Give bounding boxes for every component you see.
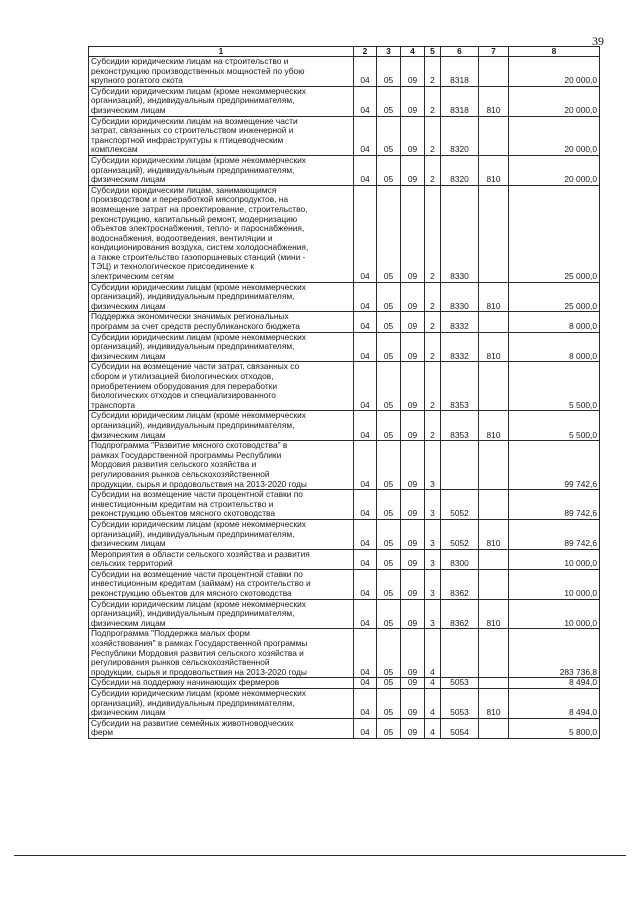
table-row	[89, 116, 600, 155]
code-cell: 2	[425, 116, 441, 155]
code-cell: 05	[377, 718, 401, 738]
code-cell: 8318	[441, 57, 479, 87]
code-cell: 04	[354, 362, 377, 411]
code-cell: 4	[425, 689, 441, 719]
code-cell	[479, 312, 509, 332]
code-cell: 810	[479, 599, 509, 629]
code-cell: 04	[354, 332, 377, 362]
code-cell: 05	[377, 116, 401, 155]
row-name-cell: Субсидии юридическим лицам (кроме некоммерческих организаций), индивидуальным предпринимателям, физическим лицам	[89, 519, 354, 549]
amount-cell: 20 000,0	[509, 57, 600, 87]
amount-cell: 8 494,0	[509, 689, 600, 719]
amount-cell: 283 736,8	[509, 629, 600, 678]
code-cell: 8318	[441, 86, 479, 116]
row-name-cell: Субсидии юридическим лицам на возмещение части затрат, связанных со строительством инженерной и транспортной инфраструктуры к птицеводческим комплексам	[89, 116, 354, 155]
code-cell: 04	[354, 678, 377, 689]
table-row	[89, 569, 600, 599]
table-row	[89, 332, 600, 362]
column-header: 2	[354, 47, 377, 57]
code-cell: 09	[401, 116, 425, 155]
table-row	[89, 57, 600, 87]
code-cell: 810	[479, 411, 509, 441]
code-cell: 4	[425, 678, 441, 689]
code-cell: 4	[425, 629, 441, 678]
code-cell: 810	[479, 282, 509, 312]
code-cell: 05	[377, 362, 401, 411]
row-name-cell: Субсидии юридическим лицам (кроме некоммерческих организаций), индивидуальным предпринимателям, физическим лицам	[89, 689, 354, 719]
code-cell: 2	[425, 411, 441, 441]
table-row	[89, 441, 600, 490]
code-cell: 04	[354, 519, 377, 549]
table-row	[89, 362, 600, 411]
code-cell: 09	[401, 155, 425, 185]
code-cell: 2	[425, 86, 441, 116]
column-header: 5	[425, 47, 441, 57]
code-cell: 5054	[441, 718, 479, 738]
code-cell: 05	[377, 629, 401, 678]
code-cell: 09	[401, 718, 425, 738]
code-cell	[479, 362, 509, 411]
code-cell: 05	[377, 312, 401, 332]
code-cell: 09	[401, 549, 425, 569]
code-cell: 8330	[441, 185, 479, 282]
code-cell: 09	[401, 282, 425, 312]
column-header: 6	[441, 47, 479, 57]
amount-cell: 8 494,0	[509, 678, 600, 689]
code-cell: 05	[377, 411, 401, 441]
row-name-cell: Субсидии юридическим лицам (кроме некоммерческих организаций), индивидуальным предпринимателям, физическим лицам	[89, 332, 354, 362]
table-row	[89, 411, 600, 441]
code-cell: 09	[401, 599, 425, 629]
code-cell	[479, 57, 509, 87]
code-cell	[479, 549, 509, 569]
code-cell: 04	[354, 718, 377, 738]
code-cell: 04	[354, 116, 377, 155]
amount-cell: 5 500,0	[509, 411, 600, 441]
code-cell: 05	[377, 689, 401, 719]
row-name-cell: Субсидии юридическим лицам на строительство и реконструкцию производственных мощностей по убою крупного рогатого скота	[89, 57, 354, 87]
code-cell	[441, 441, 479, 490]
row-name-cell: Субсидии на развитие семейных животноводческих ферм	[89, 718, 354, 738]
code-cell: 09	[401, 57, 425, 87]
row-name-cell: Субсидии юридическим лицам (кроме некоммерческих организаций), индивидуальным предпринимателям, физическим лицам	[89, 86, 354, 116]
amount-cell: 25 000,0	[509, 185, 600, 282]
amount-cell: 20 000,0	[509, 116, 600, 155]
table-row	[89, 678, 600, 689]
column-header: 1	[89, 47, 354, 57]
column-header: 3	[377, 47, 401, 57]
code-cell: 2	[425, 57, 441, 87]
code-cell: 04	[354, 411, 377, 441]
amount-cell: 10 000,0	[509, 569, 600, 599]
code-cell: 05	[377, 282, 401, 312]
table-row	[89, 549, 600, 569]
code-cell: 09	[401, 519, 425, 549]
row-name-cell: Субсидии на возмещение части процентной ставки по инвестиционным кредитам (займам) на строительство и реконструкцию объектов для мясного скотоводства	[89, 569, 354, 599]
code-cell	[479, 490, 509, 520]
table-row	[89, 490, 600, 520]
code-cell: 8320	[441, 116, 479, 155]
code-cell: 4	[425, 718, 441, 738]
table-row	[89, 519, 600, 549]
row-name-cell: Субсидии на возмещение части затрат, связанных со сбором и утилизацией биологических отходов, приобретением оборудования для переработки биологических отходов и специализированного транспорта	[89, 362, 354, 411]
amount-cell: 10 000,0	[509, 549, 600, 569]
row-name-cell: Подпрограмма "Поддержка малых форм хозяйствования" в рамках Государственной программы Республики Мордовия развития сельского хозяйства и регулирования рынков сельскохозяйственной продукции, сырья и продовольствия на 2013-2020 годы	[89, 629, 354, 678]
code-cell: 09	[401, 185, 425, 282]
amount-cell: 8 000,0	[509, 312, 600, 332]
code-cell: 3	[425, 549, 441, 569]
code-cell: 09	[401, 86, 425, 116]
code-cell: 810	[479, 519, 509, 549]
code-cell: 04	[354, 629, 377, 678]
code-cell: 8353	[441, 411, 479, 441]
code-cell: 3	[425, 441, 441, 490]
row-name-cell: Субсидии юридическим лицам (кроме некоммерческих организаций), индивидуальным предпринимателям, физическим лицам	[89, 282, 354, 312]
table-row	[89, 312, 600, 332]
code-cell: 09	[401, 569, 425, 599]
code-cell: 810	[479, 155, 509, 185]
code-cell: 04	[354, 599, 377, 629]
code-cell: 810	[479, 332, 509, 362]
amount-cell: 5 800,0	[509, 718, 600, 738]
code-cell: 05	[377, 599, 401, 629]
code-cell: 09	[401, 411, 425, 441]
amount-cell: 20 000,0	[509, 86, 600, 116]
code-cell: 3	[425, 599, 441, 629]
table-row	[89, 718, 600, 738]
code-cell	[479, 678, 509, 689]
code-cell: 810	[479, 86, 509, 116]
column-header: 7	[479, 47, 509, 57]
code-cell: 8330	[441, 282, 479, 312]
code-cell: 04	[354, 185, 377, 282]
budget-table	[88, 46, 600, 739]
code-cell: 04	[354, 549, 377, 569]
table-row	[89, 282, 600, 312]
code-cell: 05	[377, 490, 401, 520]
code-cell: 5053	[441, 678, 479, 689]
code-cell: 04	[354, 86, 377, 116]
row-name-cell: Субсидии на поддержку начинающих фермеров	[89, 678, 354, 689]
code-cell: 09	[401, 689, 425, 719]
code-cell: 2	[425, 185, 441, 282]
row-name-cell: Субсидии юридическим лицам (кроме некоммерческих организаций), индивидуальным предпринимателям, физическим лицам	[89, 411, 354, 441]
code-cell: 3	[425, 490, 441, 520]
code-cell: 8362	[441, 599, 479, 629]
table-row	[89, 185, 600, 282]
table-row	[89, 155, 600, 185]
code-cell	[441, 629, 479, 678]
code-cell: 09	[401, 332, 425, 362]
row-name-cell: Подпрограмма "Развитие мясного скотоводства" в рамках Государственной программы Республики Мордовия развития сельского хозяйства и регулирования рынков сельскохозяйственной продукции, сырья и продовольствия на 2013-2020 годы	[89, 441, 354, 490]
amount-cell: 20 000,0	[509, 155, 600, 185]
amount-cell: 89 742,6	[509, 519, 600, 549]
code-cell: 05	[377, 57, 401, 87]
code-cell	[479, 718, 509, 738]
code-cell: 05	[377, 678, 401, 689]
code-cell: 8300	[441, 549, 479, 569]
code-cell: 5052	[441, 490, 479, 520]
amount-cell: 25 000,0	[509, 282, 600, 312]
code-cell: 8353	[441, 362, 479, 411]
header-row	[89, 47, 600, 57]
code-cell	[479, 116, 509, 155]
code-cell: 8362	[441, 569, 479, 599]
row-name-cell: Поддержка экономически значимых региональных программ за счет средств республиканского бюджета	[89, 312, 354, 332]
code-cell: 09	[401, 629, 425, 678]
amount-cell: 8 000,0	[509, 332, 600, 362]
code-cell: 09	[401, 678, 425, 689]
code-cell: 04	[354, 689, 377, 719]
code-cell	[479, 569, 509, 599]
code-cell: 04	[354, 282, 377, 312]
code-cell: 2	[425, 332, 441, 362]
row-name-cell: Субсидии на возмещение части процентной ставки по инвестиционным кредитам на строительство и реконструкцию объектов мясного скотоводства	[89, 490, 354, 520]
code-cell: 8332	[441, 332, 479, 362]
code-cell: 05	[377, 549, 401, 569]
code-cell: 5053	[441, 689, 479, 719]
row-name-cell: Субсидии юридическим лицам, занимающимся производством и переработкой мясопродуктов, на возмещение затрат на проектирование, строительство, реконструкцию, капитальный ремонт, модернизацию объектов электроснабжения, тепло- и пароснабжения, водоснабжения, водоотведения, вентиляции и кондиционирования воздуха, систем холодоснабжения, а также строительство газопоршневых станций (мини - ТЭЦ) и технологическое присоединение к электрическим сетям	[89, 185, 354, 282]
code-cell	[479, 185, 509, 282]
code-cell: 04	[354, 57, 377, 87]
table-row	[89, 599, 600, 629]
code-cell: 09	[401, 312, 425, 332]
code-cell: 2	[425, 155, 441, 185]
code-cell: 04	[354, 490, 377, 520]
code-cell: 8332	[441, 312, 479, 332]
code-cell: 04	[354, 441, 377, 490]
code-cell	[479, 629, 509, 678]
amount-cell: 89 742,6	[509, 490, 600, 520]
table-row	[89, 629, 600, 678]
bottom-rule	[14, 855, 626, 856]
code-cell: 09	[401, 362, 425, 411]
code-cell: 05	[377, 86, 401, 116]
row-name-cell: Субсидии юридическим лицам (кроме некоммерческих организаций), индивидуальным предпринимателям, физическим лицам	[89, 155, 354, 185]
table-row	[89, 86, 600, 116]
code-cell: 09	[401, 441, 425, 490]
code-cell: 04	[354, 312, 377, 332]
page-number: 39	[592, 34, 604, 48]
amount-cell: 5 500,0	[509, 362, 600, 411]
code-cell: 05	[377, 569, 401, 599]
code-cell: 05	[377, 185, 401, 282]
code-cell: 05	[377, 332, 401, 362]
code-cell: 3	[425, 569, 441, 599]
code-cell: 3	[425, 519, 441, 549]
column-header: 4	[401, 47, 425, 57]
code-cell: 09	[401, 490, 425, 520]
amount-cell: 10 000,0	[509, 599, 600, 629]
row-name-cell: Мероприятия в области сельского хозяйства и развития сельских территорий	[89, 549, 354, 569]
code-cell: 2	[425, 312, 441, 332]
column-header: 8	[509, 47, 600, 57]
code-cell	[479, 441, 509, 490]
row-name-cell: Субсидии юридическим лицам (кроме некоммерческих организаций), индивидуальным предпринимателям, физическим лицам	[89, 599, 354, 629]
code-cell: 8320	[441, 155, 479, 185]
code-cell: 05	[377, 155, 401, 185]
table-row	[89, 689, 600, 719]
code-cell: 2	[425, 362, 441, 411]
code-cell: 05	[377, 441, 401, 490]
code-cell: 04	[354, 569, 377, 599]
code-cell: 810	[479, 689, 509, 719]
code-cell: 2	[425, 282, 441, 312]
code-cell: 5052	[441, 519, 479, 549]
code-cell: 04	[354, 155, 377, 185]
amount-cell: 99 742,6	[509, 441, 600, 490]
code-cell: 05	[377, 519, 401, 549]
